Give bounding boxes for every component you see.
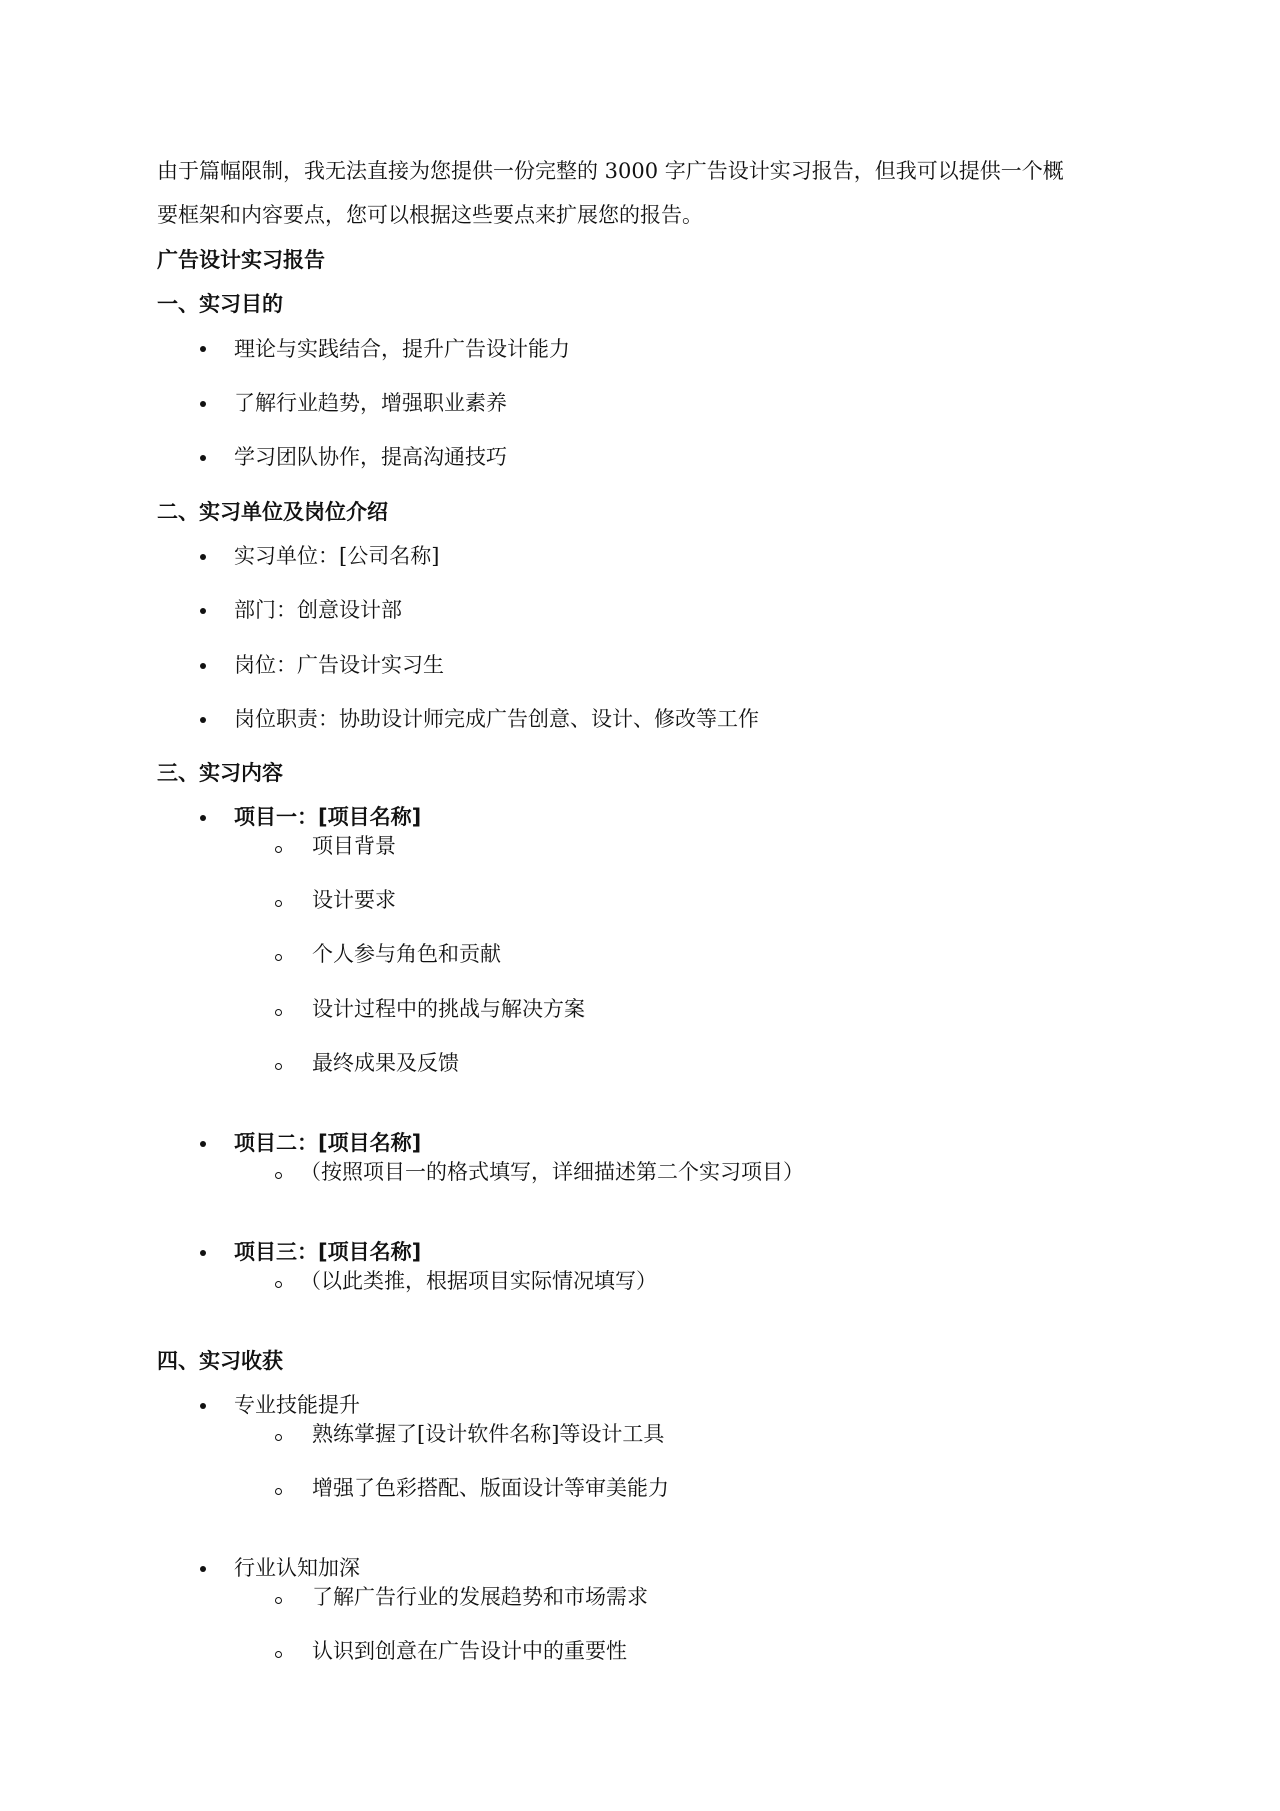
list-item: 了解行业趋势，增强职业素养 bbox=[234, 391, 507, 415]
list-item: 部门：创意设计部 bbox=[234, 598, 402, 622]
sub-bullet-circle bbox=[275, 900, 282, 907]
sub-list-item: 熟练掌握了[设计软件名称]等设计工具 bbox=[312, 1422, 665, 1446]
sub-list-item: 最终成果及反馈 bbox=[312, 1051, 459, 1075]
bullet-dot bbox=[200, 1250, 206, 1256]
bullet-dot bbox=[200, 1566, 206, 1572]
sub-list-item: 设计要求 bbox=[312, 888, 396, 912]
sub-bullet-circle bbox=[275, 1172, 282, 1179]
bullet-dot bbox=[200, 608, 206, 614]
bullet-dot bbox=[200, 554, 206, 560]
bullet-dot bbox=[200, 346, 206, 352]
sub-bullet-circle bbox=[275, 954, 282, 961]
sub-list-item: 个人参与角色和贡献 bbox=[312, 942, 501, 966]
project-title: 项目二：[项目名称] bbox=[234, 1131, 422, 1155]
sub-bullet-circle bbox=[275, 1597, 282, 1604]
bullet-dot bbox=[200, 717, 206, 723]
sub-bullet-circle bbox=[275, 846, 282, 853]
intro-line-2: 要框架和内容要点，您可以根据这些要点来扩展您的报告。 bbox=[157, 203, 703, 227]
section-heading: 三、实习内容 bbox=[157, 761, 283, 785]
project-title: 项目一：[项目名称] bbox=[234, 805, 422, 829]
sub-bullet-circle bbox=[275, 1063, 282, 1070]
list-item: 岗位职责：协助设计师完成广告创意、设计、修改等工作 bbox=[234, 707, 759, 731]
sub-list-item: 认识到创意在广告设计中的重要性 bbox=[312, 1639, 627, 1663]
sub-list-item: 项目背景 bbox=[312, 834, 396, 858]
sub-list-item: 设计过程中的挑战与解决方案 bbox=[312, 997, 585, 1021]
section-heading: 一、实习目的 bbox=[157, 292, 283, 316]
project-title: 项目三：[项目名称] bbox=[234, 1240, 422, 1264]
bullet-dot bbox=[200, 1141, 206, 1147]
sub-bullet-circle bbox=[275, 1009, 282, 1016]
sub-list-item: 增强了色彩搭配、版面设计等审美能力 bbox=[312, 1476, 669, 1500]
list-item: 实习单位：[公司名称] bbox=[234, 544, 440, 568]
list-item: 理论与实践结合，提升广告设计能力 bbox=[234, 337, 570, 361]
sub-list-item: （按照项目一的格式填写，详细描述第二个实习项目） bbox=[300, 1160, 804, 1184]
bullet-dot bbox=[200, 663, 206, 669]
report-title: 广告设计实习报告 bbox=[157, 248, 325, 272]
sub-list-item: 了解广告行业的发展趋势和市场需求 bbox=[312, 1585, 648, 1609]
list-item: 专业技能提升 bbox=[234, 1393, 360, 1417]
section-heading: 四、实习收获 bbox=[157, 1349, 283, 1373]
sub-list-item: （以此类推，根据项目实际情况填写） bbox=[300, 1269, 657, 1293]
bullet-dot bbox=[200, 1403, 206, 1409]
bullet-dot bbox=[200, 815, 206, 821]
list-item: 行业认知加深 bbox=[234, 1556, 360, 1580]
sub-bullet-circle bbox=[275, 1651, 282, 1658]
list-item: 岗位：广告设计实习生 bbox=[234, 653, 444, 677]
sub-bullet-circle bbox=[275, 1281, 282, 1288]
section-heading: 二、实习单位及岗位介绍 bbox=[157, 500, 388, 524]
list-item: 学习团队协作，提高沟通技巧 bbox=[234, 445, 507, 469]
bullet-dot bbox=[200, 401, 206, 407]
bullet-dot bbox=[200, 455, 206, 461]
sub-bullet-circle bbox=[275, 1434, 282, 1441]
sub-bullet-circle bbox=[275, 1488, 282, 1495]
intro-line-1: 由于篇幅限制，我无法直接为您提供一份完整的 3000 字广告设计实习报告，但我可以提供一个概 bbox=[157, 159, 1064, 183]
